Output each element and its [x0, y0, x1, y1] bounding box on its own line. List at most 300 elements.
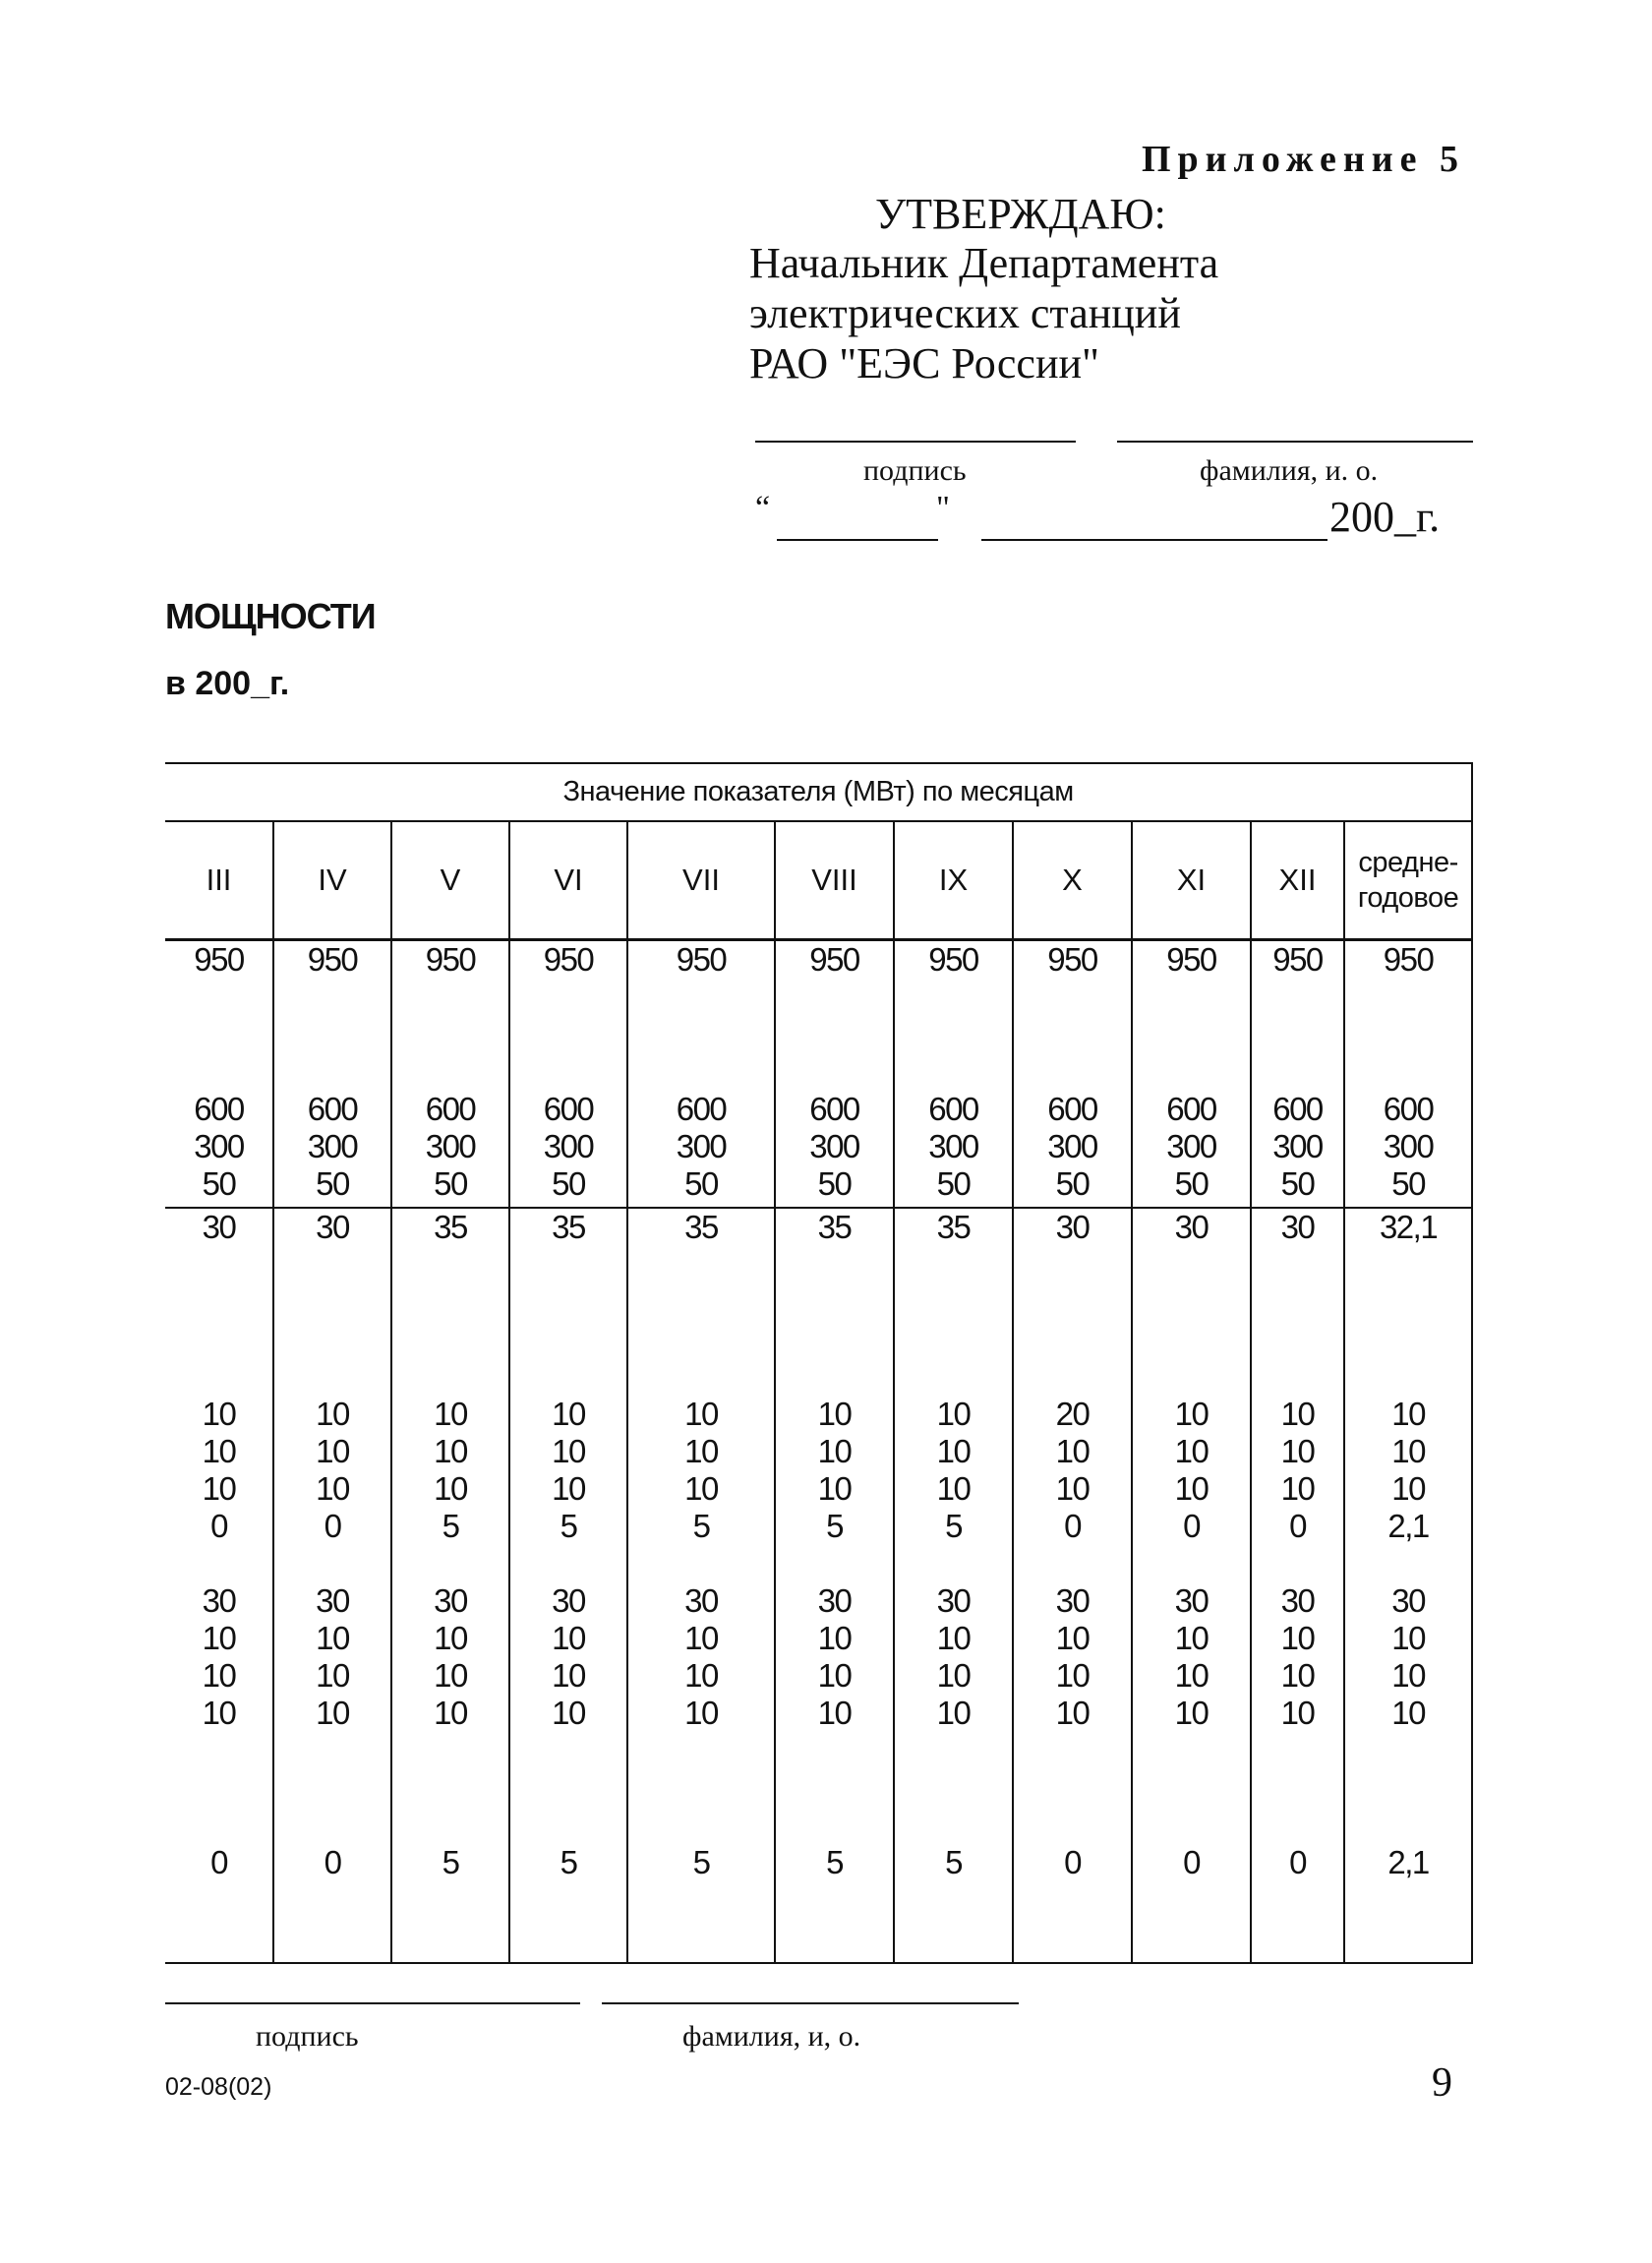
cell-value: 300	[1272, 1128, 1323, 1164]
cell-value	[1252, 1358, 1343, 1396]
cell-value: 10	[936, 1433, 971, 1469]
cell-value: 10	[817, 1620, 852, 1656]
cell-value	[1345, 1016, 1471, 1053]
cell-value	[1014, 1545, 1131, 1582]
cell-value	[274, 1732, 390, 1769]
table-cell	[627, 940, 775, 1209]
cell-value	[1014, 1053, 1131, 1091]
date-open-quote: “	[755, 490, 771, 526]
cell-value	[776, 1016, 893, 1053]
cell-value: 50	[936, 1165, 971, 1202]
cell-value: 600	[1272, 1091, 1323, 1127]
cell-value	[628, 1358, 774, 1396]
cell-value	[1252, 1283, 1343, 1321]
cell-value: 10	[817, 1695, 852, 1731]
cell-value: 10	[1174, 1657, 1209, 1694]
table-cell	[391, 940, 509, 1209]
cell-value: 50	[817, 1165, 852, 1202]
cell-value: 10	[1280, 1470, 1315, 1507]
cell-value	[1133, 1053, 1250, 1091]
cell-value	[628, 1283, 774, 1321]
cell-value: 10	[936, 1620, 971, 1656]
column-header: VII	[627, 821, 775, 940]
table-cell	[1013, 940, 1132, 1209]
cell-value	[1133, 1807, 1250, 1844]
cell-value	[510, 1053, 626, 1091]
cell-value: 0	[1183, 1508, 1200, 1544]
cell-value	[895, 1246, 1012, 1283]
cell-value: 0	[324, 1844, 341, 1880]
cell-value	[1345, 1053, 1471, 1091]
cell-value: 5	[560, 1508, 577, 1544]
cell-value	[165, 1053, 272, 1091]
cell-value: 50	[1055, 1165, 1090, 1202]
table-cell	[273, 940, 391, 1209]
cell-value: 10	[552, 1433, 585, 1469]
table-cell	[1344, 1208, 1472, 1963]
cell-value	[274, 1769, 390, 1807]
cell-value	[628, 979, 774, 1016]
cell-value	[1014, 1732, 1131, 1769]
cell-value	[510, 1807, 626, 1844]
cell-value: 10	[684, 1620, 718, 1656]
cell-value: 10	[316, 1620, 349, 1656]
cell-value	[1014, 1246, 1131, 1283]
cell-value	[628, 1545, 774, 1582]
column-header: XI	[1132, 821, 1251, 940]
cell-value	[1133, 1358, 1250, 1396]
cell-value	[776, 1246, 893, 1283]
cell-value: 0	[210, 1508, 227, 1544]
cell-value	[392, 1016, 508, 1053]
cell-value	[628, 1321, 774, 1358]
cell-value: 10	[316, 1695, 349, 1731]
cell-value: 300	[543, 1128, 594, 1164]
cell-value	[628, 1246, 774, 1283]
column-header: V	[391, 821, 509, 940]
page-number: 9	[1432, 2060, 1452, 2106]
cell-value: 600	[194, 1091, 244, 1127]
bottom-name-label: фамилия, и, о.	[682, 2020, 861, 2053]
cell-value	[510, 1769, 626, 1807]
cell-value: 30	[1055, 1582, 1090, 1619]
table-row-group	[165, 940, 1472, 1209]
table-cell	[775, 1208, 894, 1963]
top-name-line	[1117, 441, 1473, 443]
cell-value: 32,1	[1379, 1209, 1438, 1245]
cell-value: 35	[434, 1209, 467, 1245]
cell-value: 5	[826, 1508, 843, 1544]
cell-value: 30	[817, 1582, 852, 1619]
cell-value: 10	[817, 1470, 852, 1507]
cell-value: 10	[1055, 1695, 1090, 1731]
table-cell	[509, 940, 627, 1209]
table-cell	[165, 1208, 273, 1963]
power-table	[165, 762, 1473, 1964]
cell-value: 10	[684, 1433, 718, 1469]
cell-value	[510, 979, 626, 1016]
cell-value	[1014, 1016, 1131, 1053]
cell-value: 10	[1055, 1657, 1090, 1694]
cell-value: 950	[1272, 941, 1323, 978]
date-day-line	[777, 539, 938, 541]
cell-value: 20	[1055, 1396, 1090, 1432]
column-header: IV	[273, 821, 391, 940]
cell-value: 10	[202, 1396, 236, 1432]
cell-value	[1133, 1321, 1250, 1358]
cell-value	[392, 1246, 508, 1283]
cell-value: 35	[684, 1209, 718, 1245]
cell-value: 600	[1166, 1091, 1216, 1127]
cell-value	[776, 1321, 893, 1358]
cell-value: 50	[316, 1165, 349, 1202]
cell-value: 10	[202, 1433, 236, 1469]
cell-value	[165, 1545, 272, 1582]
table-cell	[1013, 1208, 1132, 1963]
cell-value: 950	[1383, 941, 1434, 978]
cell-value	[776, 1807, 893, 1844]
cell-value	[895, 1053, 1012, 1091]
cell-value	[1252, 1321, 1343, 1358]
cell-value	[895, 1545, 1012, 1582]
cell-value	[392, 1283, 508, 1321]
cell-value	[1014, 1321, 1131, 1358]
cell-value: 0	[1183, 1844, 1200, 1880]
cell-value	[274, 1807, 390, 1844]
data-table-container	[165, 762, 1472, 1957]
cell-value: 10	[684, 1396, 718, 1432]
cell-value	[392, 1769, 508, 1807]
cell-value: 950	[543, 941, 594, 978]
cell-value: 300	[809, 1128, 859, 1164]
cell-value: 30	[316, 1582, 349, 1619]
cell-value	[392, 1358, 508, 1396]
cell-value: 10	[1280, 1695, 1315, 1731]
cell-value: 600	[676, 1091, 727, 1127]
table-cell	[1132, 940, 1251, 1209]
cell-value	[776, 1283, 893, 1321]
cell-value: 300	[307, 1128, 358, 1164]
cell-value: 600	[425, 1091, 476, 1127]
cell-value	[165, 1732, 272, 1769]
cell-value: 30	[202, 1582, 236, 1619]
cell-value: 0	[1064, 1508, 1081, 1544]
cell-value: 10	[316, 1433, 349, 1469]
cell-value: 30	[1055, 1209, 1090, 1245]
cell-value	[895, 1769, 1012, 1807]
cell-value: 950	[928, 941, 978, 978]
cell-value	[1133, 1246, 1250, 1283]
cell-value: 35	[552, 1209, 585, 1245]
cell-value: 10	[1174, 1396, 1209, 1432]
cell-value: 10	[202, 1657, 236, 1694]
cell-value	[165, 1321, 272, 1358]
cell-value	[392, 1053, 508, 1091]
cell-value: 10	[1280, 1657, 1315, 1694]
cell-value: 10	[1174, 1620, 1209, 1656]
table-cell	[1251, 1208, 1344, 1963]
cell-value	[1252, 1769, 1343, 1807]
cell-value: 10	[936, 1470, 971, 1507]
cell-value: 10	[1391, 1695, 1425, 1731]
cell-value: 10	[1174, 1433, 1209, 1469]
cell-value: 30	[1280, 1582, 1315, 1619]
cell-value	[274, 1246, 390, 1283]
cell-value: 10	[552, 1470, 585, 1507]
cell-value: 600	[809, 1091, 859, 1127]
cell-value	[1014, 1769, 1131, 1807]
cell-value	[1252, 1545, 1343, 1582]
cell-value	[776, 1053, 893, 1091]
cell-value	[1133, 979, 1250, 1016]
cell-value	[1345, 1358, 1471, 1396]
cell-value	[1133, 1769, 1250, 1807]
cell-value: 5	[560, 1844, 577, 1880]
cell-value: 10	[1391, 1657, 1425, 1694]
cell-value	[1252, 1807, 1343, 1844]
cell-value	[776, 979, 893, 1016]
cell-value: 950	[1166, 941, 1216, 978]
cell-value: 2,1	[1387, 1508, 1429, 1544]
approver-title-line-2: электрических станций	[749, 289, 1181, 337]
bottom-signature-line	[165, 2002, 580, 2004]
cell-value	[1345, 1732, 1471, 1769]
cell-value	[510, 1016, 626, 1053]
cell-value: 10	[684, 1657, 718, 1694]
cell-value: 10	[434, 1396, 467, 1432]
cell-value: 10	[202, 1620, 236, 1656]
cell-value: 300	[425, 1128, 476, 1164]
cell-value: 10	[552, 1620, 585, 1656]
appendix-title: Приложение 5	[1141, 139, 1465, 180]
cell-value	[628, 1732, 774, 1769]
cell-value: 10	[1391, 1396, 1425, 1432]
cell-value: 5	[826, 1844, 843, 1880]
cell-value: 5	[945, 1844, 962, 1880]
cell-value: 10	[434, 1433, 467, 1469]
table-cell	[1132, 1208, 1251, 1963]
column-header: XII	[1251, 821, 1344, 940]
cell-value: 5	[442, 1844, 459, 1880]
cell-value: 950	[425, 941, 476, 978]
cell-value: 10	[434, 1695, 467, 1731]
cell-value	[776, 1358, 893, 1396]
cell-value	[895, 1358, 1012, 1396]
cell-value: 0	[1064, 1844, 1081, 1880]
cell-value: 35	[817, 1209, 852, 1245]
cell-value: 30	[1280, 1209, 1315, 1245]
cell-value: 600	[1047, 1091, 1097, 1127]
table-cell	[391, 1208, 509, 1963]
top-signature-label: подпись	[863, 454, 967, 487]
table-cell	[273, 1208, 391, 1963]
cell-value	[895, 1016, 1012, 1053]
cell-value: 600	[928, 1091, 978, 1127]
cell-value: 10	[1055, 1620, 1090, 1656]
approver-title-line-1: Начальник Департамента	[749, 239, 1219, 287]
cell-value	[1345, 1769, 1471, 1807]
cell-value	[274, 979, 390, 1016]
cell-value: 5	[442, 1508, 459, 1544]
cell-value: 0	[1289, 1844, 1306, 1880]
top-name-label: фамилия, и. о.	[1200, 454, 1379, 487]
table-row-group	[165, 1208, 1472, 1963]
cell-value	[1345, 1807, 1471, 1844]
form-code: 02-08(02)	[165, 2073, 272, 2101]
cell-value	[776, 1769, 893, 1807]
cell-value: 50	[1280, 1165, 1315, 1202]
cell-value: 0	[210, 1844, 227, 1880]
cell-value: 2,1	[1387, 1844, 1429, 1880]
cell-value	[1252, 1732, 1343, 1769]
cell-value	[392, 1807, 508, 1844]
cell-value: 10	[1280, 1396, 1315, 1432]
cell-value: 10	[936, 1396, 971, 1432]
cell-value: 10	[1055, 1470, 1090, 1507]
bottom-name-line	[602, 2002, 1019, 2004]
table-caption: Значение показателя (МВт) по месяцам	[165, 763, 1472, 821]
cell-value: 30	[202, 1209, 236, 1245]
cell-value: 10	[316, 1470, 349, 1507]
column-header: IX	[894, 821, 1013, 940]
cell-value	[895, 1321, 1012, 1358]
approver-title-line-3: РАО "ЕЭС России"	[749, 339, 1100, 387]
cell-value: 300	[1047, 1128, 1097, 1164]
cell-value: 10	[936, 1657, 971, 1694]
cell-value	[1133, 1732, 1250, 1769]
table-cell	[509, 1208, 627, 1963]
cell-value: 10	[684, 1695, 718, 1731]
cell-value	[1133, 1016, 1250, 1053]
cell-value: 10	[1391, 1620, 1425, 1656]
cell-value: 300	[676, 1128, 727, 1164]
approval-heading: УТВЕРЖДАЮ:	[875, 190, 1166, 238]
cell-value	[392, 1545, 508, 1582]
cell-value	[165, 1016, 272, 1053]
cell-value	[628, 1016, 774, 1053]
table-cell	[894, 1208, 1013, 1963]
cell-value: 600	[1383, 1091, 1434, 1127]
cell-value	[1345, 1545, 1471, 1582]
cell-value: 10	[684, 1470, 718, 1507]
cell-value	[776, 1545, 893, 1582]
document-year: в 200_г.	[165, 665, 290, 702]
cell-value: 10	[1280, 1433, 1315, 1469]
cell-value: 10	[552, 1396, 585, 1432]
cell-value: 950	[809, 941, 859, 978]
cell-value	[165, 1769, 272, 1807]
cell-value	[1133, 1545, 1250, 1582]
cell-value: 30	[1391, 1582, 1425, 1619]
cell-value	[274, 1321, 390, 1358]
cell-value	[165, 1807, 272, 1844]
cell-value: 10	[434, 1657, 467, 1694]
cell-value: 300	[194, 1128, 244, 1164]
table-cell	[1251, 940, 1344, 1209]
cell-value: 30	[936, 1582, 971, 1619]
cell-value	[895, 1283, 1012, 1321]
cell-value: 30	[1174, 1582, 1209, 1619]
cell-value: 50	[1174, 1165, 1209, 1202]
cell-value: 600	[307, 1091, 358, 1127]
cell-value: 300	[928, 1128, 978, 1164]
cell-value	[392, 1732, 508, 1769]
cell-value	[392, 979, 508, 1016]
cell-value: 0	[324, 1508, 341, 1544]
cell-value: 50	[684, 1165, 718, 1202]
cell-value: 950	[676, 941, 727, 978]
cell-value	[1014, 1358, 1131, 1396]
cell-value	[628, 1807, 774, 1844]
cell-value: 30	[684, 1582, 718, 1619]
cell-value: 50	[434, 1165, 467, 1202]
cell-value: 10	[817, 1396, 852, 1432]
cell-value: 10	[552, 1657, 585, 1694]
table-cell	[627, 1208, 775, 1963]
cell-value	[165, 979, 272, 1016]
cell-value	[1014, 1807, 1131, 1844]
cell-value	[628, 1769, 774, 1807]
cell-value	[165, 1358, 272, 1396]
cell-value	[274, 1358, 390, 1396]
table-cell	[894, 940, 1013, 1209]
column-header: III	[165, 821, 273, 940]
table-cell	[775, 940, 894, 1209]
cell-value	[510, 1246, 626, 1283]
table-cell	[165, 940, 273, 1209]
cell-value	[165, 1246, 272, 1283]
cell-value: 10	[817, 1433, 852, 1469]
cell-value: 10	[202, 1695, 236, 1731]
cell-value: 10	[817, 1657, 852, 1694]
cell-value	[1252, 1053, 1343, 1091]
cell-value: 10	[1055, 1433, 1090, 1469]
cell-value	[895, 979, 1012, 1016]
cell-value: 5	[692, 1508, 710, 1544]
cell-value: 300	[1166, 1128, 1216, 1164]
column-header: средне- годовое	[1344, 821, 1472, 940]
bottom-signature-label: подпись	[256, 2020, 359, 2053]
cell-value: 10	[936, 1695, 971, 1731]
cell-value	[1014, 1283, 1131, 1321]
cell-value: 950	[194, 941, 244, 978]
cell-value: 600	[543, 1091, 594, 1127]
cell-value	[1133, 1283, 1250, 1321]
date-month-line	[981, 539, 1328, 541]
cell-value: 35	[936, 1209, 971, 1245]
cell-value: 10	[434, 1470, 467, 1507]
cell-value: 10	[316, 1657, 349, 1694]
cell-value: 30	[552, 1582, 585, 1619]
cell-value: 30	[316, 1209, 349, 1245]
cell-value: 10	[1391, 1470, 1425, 1507]
cell-value	[1345, 1283, 1471, 1321]
column-header: VI	[509, 821, 627, 940]
cell-value	[1014, 979, 1131, 1016]
cell-value	[274, 1283, 390, 1321]
cell-value: 30	[1174, 1209, 1209, 1245]
cell-value: 10	[202, 1470, 236, 1507]
cell-value: 5	[945, 1508, 962, 1544]
cell-value: 300	[1383, 1128, 1434, 1164]
cell-value: 10	[434, 1620, 467, 1656]
column-header: VIII	[775, 821, 894, 940]
cell-value: 10	[1174, 1695, 1209, 1731]
date-close-quote: "	[936, 490, 950, 526]
cell-value	[895, 1732, 1012, 1769]
cell-value: 950	[1047, 941, 1097, 978]
date-year: 200_г.	[1329, 493, 1441, 541]
